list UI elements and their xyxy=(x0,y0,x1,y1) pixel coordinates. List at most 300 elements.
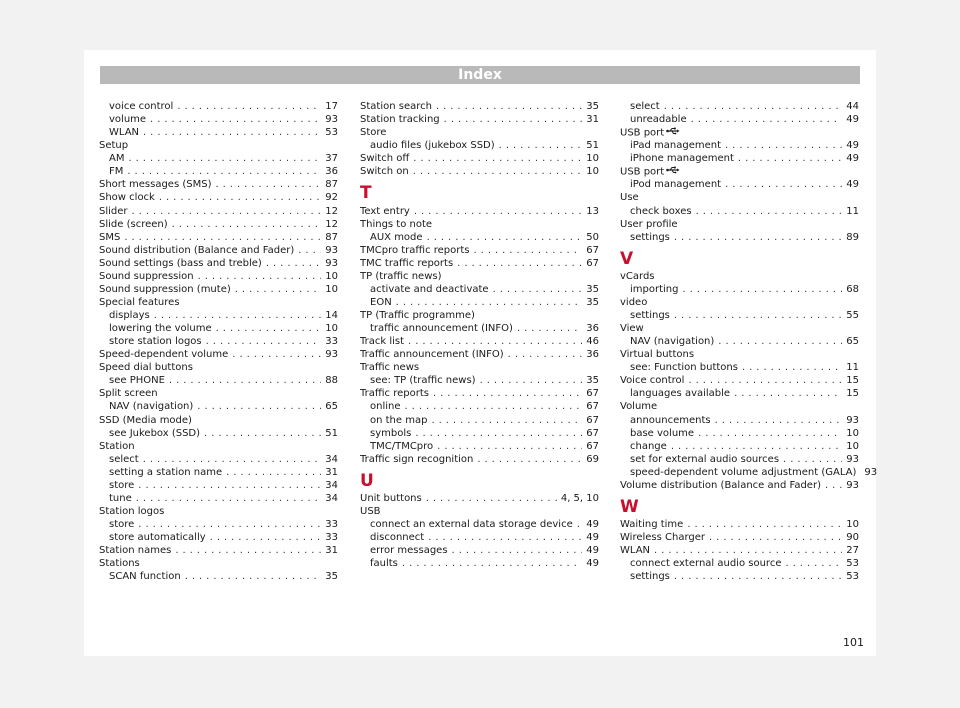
entry-page-number: 11 xyxy=(846,362,859,374)
index-subentry xyxy=(620,570,859,583)
entry-term xyxy=(360,152,409,165)
index-subentry xyxy=(99,335,338,348)
usb-icon xyxy=(666,126,680,139)
entry-term xyxy=(99,361,193,374)
entry-page-number: 35 xyxy=(586,375,599,387)
dot-leader xyxy=(136,492,322,505)
dot-leader xyxy=(696,205,843,218)
entry-term xyxy=(99,387,158,400)
index-entry xyxy=(620,296,859,309)
dot-leader xyxy=(428,531,582,544)
index-entry xyxy=(620,479,859,492)
entry-term xyxy=(620,296,647,309)
index-subentry xyxy=(620,178,859,191)
dot-leader xyxy=(674,309,842,322)
entry-page-number: 10 xyxy=(846,427,859,439)
index-subentry xyxy=(620,466,878,479)
index-subentry xyxy=(99,570,338,583)
index-subentry xyxy=(99,427,338,440)
index-subentry xyxy=(620,283,859,296)
entry-term xyxy=(99,440,135,453)
index-subentry xyxy=(99,466,338,479)
entry-term xyxy=(370,531,424,544)
entry-term xyxy=(109,427,200,440)
entry-term-text: TP (Traffic programme) xyxy=(360,310,475,321)
index-subentry xyxy=(360,231,599,244)
dot-leader xyxy=(143,126,321,139)
entry-term xyxy=(620,479,821,492)
entry-term-text: Unit buttons xyxy=(360,492,422,504)
entry-page-number: 31 xyxy=(325,545,338,557)
dot-leader xyxy=(493,283,583,296)
entry-term xyxy=(620,544,650,557)
index-entry xyxy=(99,348,338,361)
index-entry xyxy=(360,492,599,505)
entry-term-text: Sound settings (bass and treble) xyxy=(99,257,262,269)
entry-term xyxy=(370,283,489,296)
entry-page-number: 68 xyxy=(846,283,859,295)
index-entry xyxy=(99,178,338,191)
entry-term-text: Sound distribution (Balance and Fader) xyxy=(99,244,295,256)
dot-leader xyxy=(725,139,842,152)
entry-term xyxy=(109,113,146,126)
entry-term xyxy=(630,453,779,466)
entry-term xyxy=(620,270,655,283)
entry-term-text: WLAN xyxy=(620,545,651,557)
entry-page-number: 10 xyxy=(325,270,338,282)
index-entry xyxy=(620,400,859,413)
index-subentry xyxy=(99,113,338,126)
entry-term xyxy=(109,492,132,505)
index-column-3 xyxy=(620,100,878,583)
entry-term xyxy=(360,205,410,218)
entry-page-number: 93 xyxy=(864,466,878,478)
entry-page-number: 49 xyxy=(586,532,599,544)
index-subentry xyxy=(99,479,338,492)
dot-leader xyxy=(674,231,842,244)
dot-leader xyxy=(169,374,321,387)
page-title: Index xyxy=(458,67,502,83)
index-subentry xyxy=(99,165,338,178)
entry-term-text: Slider xyxy=(99,205,128,217)
entry-term-text: announcements xyxy=(630,414,711,426)
entry-term xyxy=(109,322,212,335)
entry-term-text: connect external audio source xyxy=(630,558,782,570)
entry-term xyxy=(620,348,694,361)
entry-page-number: 67 xyxy=(586,257,599,269)
index-entry xyxy=(99,139,338,152)
entry-page-number: 31 xyxy=(586,114,599,126)
entry-term-text: Split screen xyxy=(99,388,158,400)
entry-term xyxy=(99,505,164,518)
entry-term-text: change xyxy=(630,440,667,452)
entry-term xyxy=(630,570,670,583)
entry-term-text: set for external audio sources xyxy=(630,453,780,465)
entry-term xyxy=(99,270,194,283)
entry-term-text: Things to note xyxy=(360,218,433,230)
index-subentry xyxy=(99,400,338,413)
dot-leader xyxy=(413,152,582,165)
index-subentry xyxy=(620,205,859,218)
entry-term xyxy=(630,414,711,427)
entry-page-number: 34 xyxy=(325,492,338,504)
index-subentry xyxy=(99,309,338,322)
dot-leader xyxy=(783,453,842,466)
dot-leader xyxy=(204,427,321,440)
index-entry xyxy=(99,296,338,309)
index-entry xyxy=(620,531,859,544)
index-entry xyxy=(360,270,599,283)
entry-term-text: Traffic announcement (INFO) xyxy=(360,349,504,361)
dot-leader xyxy=(177,100,321,113)
dot-leader xyxy=(159,191,321,204)
entry-term-text: languages available xyxy=(630,388,731,400)
entry-page-number: 67 xyxy=(586,427,599,439)
dot-leader xyxy=(785,557,842,570)
index-subentry xyxy=(620,335,859,348)
dot-leader xyxy=(210,531,322,544)
dot-leader xyxy=(128,152,321,165)
entry-term xyxy=(630,466,856,479)
entry-term-text: select xyxy=(630,101,660,112)
index-letter-heading: W xyxy=(620,496,639,517)
entry-page-number: 17 xyxy=(325,101,338,112)
index-letter-heading: U xyxy=(360,470,374,491)
entry-term xyxy=(99,257,262,270)
entry-term xyxy=(99,283,231,296)
entry-term xyxy=(360,335,404,348)
entry-term xyxy=(630,100,660,113)
entry-term xyxy=(360,113,440,126)
index-entry xyxy=(360,361,599,374)
entry-term xyxy=(109,335,202,348)
dot-leader xyxy=(825,479,842,492)
dot-leader xyxy=(198,270,322,283)
index-subentry xyxy=(620,427,859,440)
entry-page-number: 10 xyxy=(586,166,599,178)
entry-term-text: Short messages (SMS) xyxy=(99,179,212,191)
entry-term-text: Sound suppression (mute) xyxy=(99,283,231,295)
entry-term-text: symbols xyxy=(370,427,412,439)
index-entry xyxy=(620,374,859,387)
dot-leader xyxy=(226,466,321,479)
entry-page-number: 93 xyxy=(846,414,859,426)
entry-term xyxy=(99,414,192,427)
index-entry xyxy=(99,231,338,244)
entry-term-text: see PHONE xyxy=(109,375,165,387)
entry-term xyxy=(370,518,573,531)
entry-term-text: Station search xyxy=(360,101,432,112)
entry-term-text: Station logos xyxy=(99,505,165,517)
entry-term xyxy=(360,492,422,505)
index-entry xyxy=(99,544,338,557)
index-entry xyxy=(360,335,599,348)
entry-page-number: 33 xyxy=(325,532,338,544)
entry-term-text: settings xyxy=(630,310,670,321)
entry-page-number: 67 xyxy=(586,388,599,400)
entry-page-number: 27 xyxy=(846,545,859,557)
entry-term xyxy=(620,165,680,179)
index-entry xyxy=(360,387,599,400)
index-subentry xyxy=(620,453,859,466)
entry-page-number: 88 xyxy=(325,375,338,387)
entry-page-number: 36 xyxy=(325,166,338,178)
dot-leader xyxy=(124,231,321,244)
entry-term-text: Traffic news xyxy=(360,362,420,374)
entry-term xyxy=(360,309,475,322)
entry-term-text: error messages xyxy=(370,545,448,557)
entry-term xyxy=(620,374,684,387)
dot-leader xyxy=(480,374,583,387)
entry-term-text: EON xyxy=(370,296,392,308)
entry-page-number: 53 xyxy=(325,127,338,139)
entry-page-number: 12 xyxy=(325,205,338,217)
entry-term xyxy=(370,400,401,413)
index-subentry xyxy=(360,374,599,387)
index-subentry xyxy=(620,361,859,374)
entry-term-text: settings xyxy=(630,231,670,243)
entry-page-number: 93 xyxy=(846,479,859,491)
entry-term-text: store xyxy=(109,519,135,530)
entry-term xyxy=(109,152,124,165)
index-entry xyxy=(360,309,599,322)
entry-term-text: SMS xyxy=(99,231,121,243)
entry-page-number: 31 xyxy=(325,466,338,478)
entry-term-text: Station tracking xyxy=(360,114,440,126)
entry-term xyxy=(630,113,687,126)
entry-page-number: 55 xyxy=(846,310,859,321)
dot-leader xyxy=(414,205,582,218)
entry-term xyxy=(630,139,721,152)
entry-page-number: 93 xyxy=(325,244,338,256)
entry-page-number: 12 xyxy=(325,218,338,230)
dot-leader xyxy=(138,479,321,492)
dot-leader xyxy=(687,518,842,531)
entry-term-text: Use xyxy=(620,192,639,204)
dot-leader xyxy=(206,335,322,348)
dot-leader xyxy=(664,100,843,113)
dot-leader xyxy=(402,557,582,570)
index-subentry xyxy=(620,440,859,453)
index-subentry xyxy=(360,557,599,570)
entry-page-number: 44 xyxy=(846,101,859,112)
entry-page-number: 49 xyxy=(586,519,599,530)
index-subentry xyxy=(360,296,599,309)
entry-term-text: on the map xyxy=(370,414,428,426)
entry-term-text: SCAN function xyxy=(109,571,181,583)
entry-term-text: Sound suppression xyxy=(99,270,194,282)
entry-term xyxy=(360,453,473,466)
entry-term xyxy=(360,100,432,113)
entry-term xyxy=(360,348,504,361)
dot-leader xyxy=(415,427,582,440)
entry-page-number: 35 xyxy=(586,283,599,295)
entry-term-text: importing xyxy=(630,283,679,295)
entry-term-text: voice control xyxy=(109,101,174,112)
entry-term xyxy=(620,531,705,544)
index-entry xyxy=(360,348,599,361)
entry-page-number: 37 xyxy=(325,153,338,165)
dot-leader xyxy=(235,283,322,296)
index-entry xyxy=(360,152,599,165)
entry-page-number: 4, 5, 10 xyxy=(560,492,599,504)
index-letter-heading: V xyxy=(620,248,634,269)
entry-term-text: AUX mode xyxy=(370,231,423,243)
entry-page-number: 14 xyxy=(325,310,338,321)
dot-leader xyxy=(691,113,843,126)
entry-term xyxy=(630,231,670,244)
dot-leader xyxy=(517,322,582,335)
entry-term-text: Traffic sign recognition xyxy=(360,453,474,465)
entry-term-text: TMC/TMCpro xyxy=(370,440,434,452)
entry-page-number: 65 xyxy=(325,401,338,413)
entry-term xyxy=(630,178,721,191)
index-entry xyxy=(99,244,338,257)
entry-page-number: 93 xyxy=(325,114,338,126)
index-entry xyxy=(360,218,599,231)
entry-term-text: iPad management xyxy=(630,140,722,152)
entry-term xyxy=(109,100,173,113)
entry-term xyxy=(370,139,495,152)
index-entry xyxy=(99,205,338,218)
entry-page-number: 93 xyxy=(325,257,338,269)
dot-leader xyxy=(654,544,842,557)
entry-term-text: NAV (navigation) xyxy=(630,336,715,348)
entry-term-text: connect an external data storage device xyxy=(370,519,573,530)
entry-page-number: 34 xyxy=(325,479,338,491)
entry-term-text: displays xyxy=(109,310,150,321)
entry-term xyxy=(630,335,714,348)
entry-page-number: 89 xyxy=(846,231,859,243)
entry-term-text: NAV (navigation) xyxy=(109,401,194,413)
entry-term-text: traffic announcement (INFO) xyxy=(370,323,513,335)
index-subentry xyxy=(99,518,338,531)
entry-term-text: settings xyxy=(630,571,670,583)
entry-term-text: Switch off xyxy=(360,153,410,165)
entry-page-number: 13 xyxy=(586,205,599,217)
entry-term xyxy=(620,191,639,204)
entry-term xyxy=(99,178,211,191)
entry-term xyxy=(109,400,193,413)
entry-page-number: 10 xyxy=(586,153,599,165)
entry-term-text: Slide (screen) xyxy=(99,218,168,230)
entry-term xyxy=(360,387,429,400)
dot-leader xyxy=(232,348,321,361)
index-subentry xyxy=(360,440,599,453)
entry-page-number: 35 xyxy=(325,571,338,583)
entry-term-text: Wireless Charger xyxy=(620,532,706,544)
entry-page-number: 33 xyxy=(325,336,338,348)
entry-page-number: 90 xyxy=(846,532,859,544)
entry-term-text: USB port xyxy=(620,127,665,139)
dot-leader xyxy=(150,113,321,126)
dot-leader xyxy=(426,492,557,505)
index-subentry xyxy=(360,544,599,557)
entry-term xyxy=(99,557,140,570)
entry-term-text: base volume xyxy=(630,427,695,439)
dot-leader xyxy=(457,257,582,270)
index-entry xyxy=(360,505,599,518)
index-subentry xyxy=(99,531,338,544)
entry-page-number: 11 xyxy=(846,205,859,217)
entry-term xyxy=(99,244,294,257)
dot-leader xyxy=(132,205,322,218)
index-subentry xyxy=(99,152,338,165)
entry-term xyxy=(109,466,222,479)
entry-page-number: 15 xyxy=(846,375,859,387)
dot-leader xyxy=(671,440,842,453)
entry-term xyxy=(109,531,206,544)
entry-term xyxy=(370,427,411,440)
entry-page-number: 49 xyxy=(586,545,599,557)
entry-page-number: 10 xyxy=(846,519,859,530)
entry-term-text: Show clock xyxy=(99,192,155,204)
dot-leader xyxy=(138,518,321,531)
index-subentry xyxy=(360,322,599,335)
index-subentry xyxy=(360,531,599,544)
index-subentry xyxy=(620,113,859,126)
index-entry xyxy=(360,257,599,270)
index-entry xyxy=(620,348,859,361)
index-entry xyxy=(360,126,599,139)
entry-term xyxy=(620,518,683,531)
index-entry xyxy=(620,270,859,283)
entry-page-number: 10 xyxy=(846,440,859,452)
entry-page-number: 49 xyxy=(586,558,599,570)
index-entry xyxy=(360,165,599,178)
entry-term xyxy=(630,361,738,374)
entry-page-number: 49 xyxy=(846,114,859,126)
dot-leader xyxy=(577,518,583,531)
entry-term-text: Traffic reports xyxy=(360,388,429,400)
entry-page-number: 53 xyxy=(846,571,859,583)
dot-leader xyxy=(709,531,842,544)
entry-term xyxy=(630,152,734,165)
dot-leader xyxy=(431,414,582,427)
entry-term xyxy=(630,309,670,322)
index-column-1 xyxy=(99,100,338,583)
entry-page-number: 51 xyxy=(586,140,599,152)
entry-term xyxy=(620,126,680,140)
index-subentry xyxy=(99,492,338,505)
entry-page-number: 69 xyxy=(586,453,599,465)
entry-term-text: User profile xyxy=(620,218,678,230)
entry-term xyxy=(370,440,433,453)
dot-leader xyxy=(185,570,322,583)
index-entry xyxy=(99,257,338,270)
entry-term-text: Volume xyxy=(620,401,658,413)
entry-page-number: 46 xyxy=(586,336,599,348)
dot-leader xyxy=(127,165,321,178)
entry-page-number: 36 xyxy=(586,323,599,335)
entry-term xyxy=(99,191,155,204)
entry-page-number: 50 xyxy=(586,231,599,243)
index-subentry xyxy=(99,374,338,387)
entry-term xyxy=(620,218,678,231)
entry-term xyxy=(620,400,657,413)
entry-page-number: 67 xyxy=(586,414,599,426)
index-subentry xyxy=(620,309,859,322)
entry-term xyxy=(360,257,453,270)
index-entry xyxy=(620,191,859,204)
entry-term-text: setting a station name xyxy=(109,466,223,478)
entry-term-text: check boxes xyxy=(630,205,692,217)
index-subentry xyxy=(360,139,599,152)
dot-leader xyxy=(698,427,842,440)
entry-term xyxy=(630,557,781,570)
index-column-2 xyxy=(360,100,599,570)
entry-page-number: 49 xyxy=(846,179,859,191)
